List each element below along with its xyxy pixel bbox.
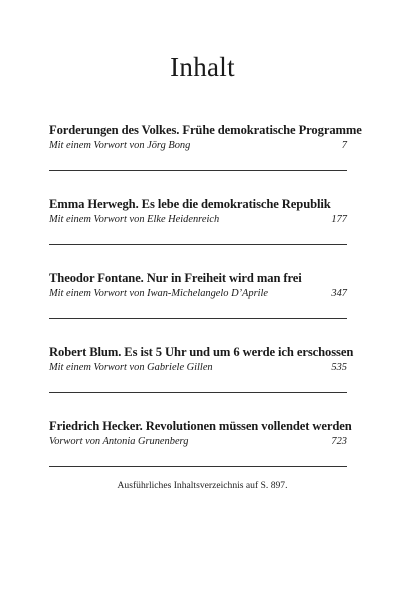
page-title: Inhalt <box>170 52 235 82</box>
toc-entry-title: Friedrich Hecker. Revolutionen müssen vollendet werden <box>49 419 352 433</box>
divider-rule <box>49 318 347 319</box>
toc-entry-subline <box>49 361 347 375</box>
divider-rule <box>49 170 347 171</box>
toc-entry-title: Forderungen des Volkes. Frühe demokratische Programme <box>49 123 362 137</box>
toc-entry-title: Theodor Fontane. Nur in Freiheit wird man frei <box>49 271 302 285</box>
table-of-contents <box>49 122 362 492</box>
toc-entry-preface: Mit einem Vorwort von Jörg Bong <box>49 140 191 151</box>
toc-entry-subline <box>49 435 347 449</box>
toc-entry-page-number: 723 <box>331 436 347 447</box>
toc-entry-subline <box>49 139 347 153</box>
toc-entry <box>49 270 347 344</box>
toc-entry-preface: Mit einem Vorwort von Iwan-Michelangelo D’Aprile <box>49 288 269 299</box>
toc-entry-preface: Mit einem Vorwort von Elke Heidenreich <box>49 214 220 225</box>
toc-entry-page-number: 177 <box>331 214 347 225</box>
toc-entry-page-number: 535 <box>331 362 347 373</box>
toc-entry <box>49 344 354 418</box>
toc-entry-title: Robert Blum. Es ist 5 Uhr und um 6 werde ich erschossen <box>49 345 354 359</box>
toc-entry-page-number: 347 <box>331 288 347 299</box>
divider-rule <box>49 392 347 393</box>
toc-entry-title: Emma Herwegh. Es lebe die demokratische Republik <box>49 197 331 211</box>
divider-rule <box>49 244 347 245</box>
toc-entry <box>49 122 362 196</box>
toc-entry-subline <box>49 287 347 301</box>
toc-entry-preface: Vorwort von Antonia Grunenberg <box>49 436 189 447</box>
toc-entry-preface: Mit einem Vorwort von Gabriele Gillen <box>49 362 213 373</box>
divider-rule <box>49 466 347 467</box>
toc-entry-subline <box>49 213 347 227</box>
toc-entry <box>49 196 347 270</box>
toc-entry-page-number: 7 <box>341 140 347 151</box>
footer-note: Ausführliches Inhaltsverzeichnis auf S. 897. <box>117 480 288 491</box>
